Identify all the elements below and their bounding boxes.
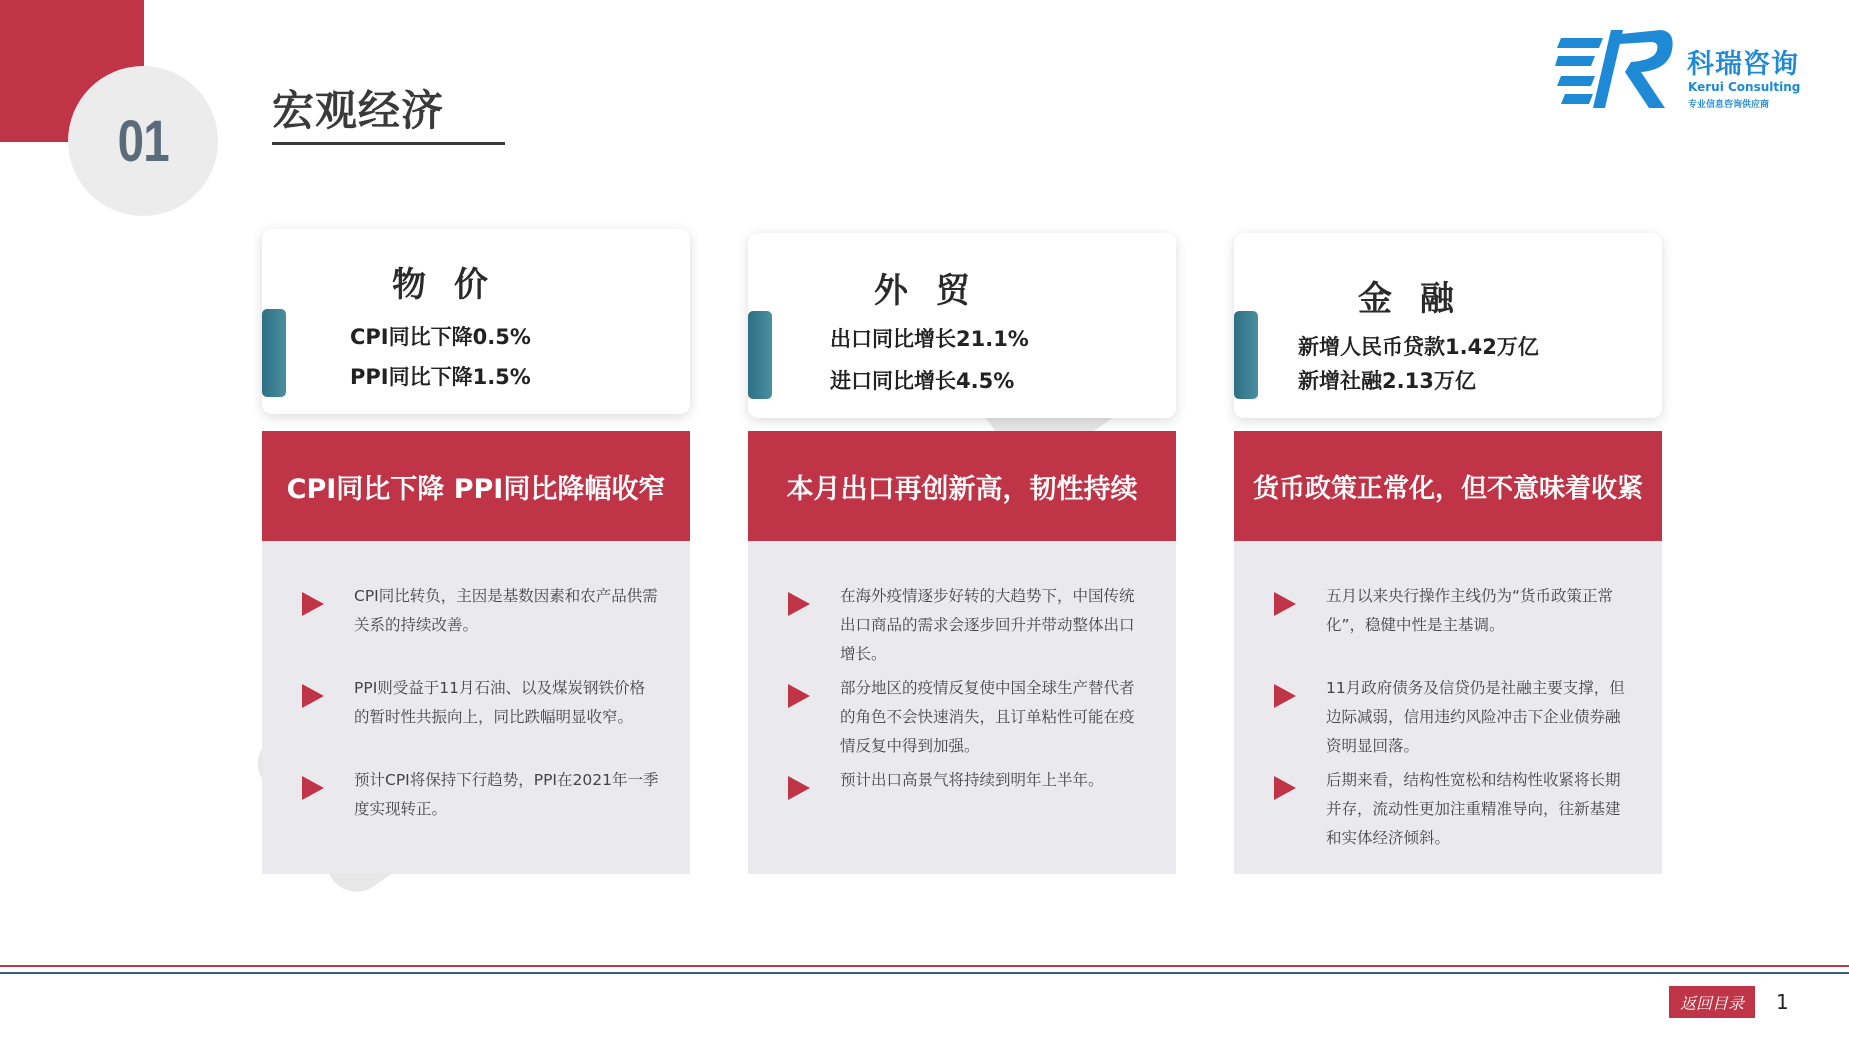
kerui-logo-icon <box>1555 24 1680 114</box>
section-number-badge <box>68 66 218 216</box>
headline-banner-prices: CPI同比下降 PPI同比降幅收窄 <box>262 431 690 541</box>
bullet-arrow-icon <box>1274 592 1296 616</box>
bullet-text: 部分地区的疫情反复使中国全球生产替代者的角色不会快速消失，且订单粘性可能在疫情反复中得到加强。 <box>840 679 1135 755</box>
card-title: 外 贸 <box>874 271 978 311</box>
card-title: 金 融 <box>1358 279 1462 319</box>
bullet-text: 11月政府债务及信贷仍是社融主要支撑，但边际减弱，信用违约风险冲击下企业债券融资明显回落。 <box>1326 679 1625 755</box>
kerui-logo <box>1555 24 1805 114</box>
bullet-arrow-icon <box>788 684 810 708</box>
card-line: 新增社融2.13万亿 <box>1298 369 1476 393</box>
bullet-arrow-icon <box>1274 776 1296 800</box>
footer-rule-red <box>0 965 1849 967</box>
headline-banner-trade: 本月出口再创新高，韧性持续 <box>748 431 1176 541</box>
card-tab <box>262 309 286 397</box>
bullet-text: PPI则受益于11月石油、以及煤炭钢铁价格的暂时性共振向上，同比跌幅明显收窄。 <box>354 679 645 726</box>
logo-name-cn: 科瑞咨询 <box>1687 49 1799 80</box>
card-title: 物 价 <box>392 265 496 305</box>
bullet-text: 在海外疫情逐步好转的大趋势下，中国传统出口商品的需求会逐步回升并带动整体出口增长。 <box>840 587 1135 663</box>
card-line: PPI同比下降1.5% <box>350 365 531 389</box>
summary-card-finance <box>1234 233 1662 418</box>
card-line: 进口同比增长4.5% <box>830 369 1015 393</box>
bullet-arrow-icon <box>302 684 324 708</box>
summary-card-trade <box>748 233 1176 418</box>
summary-card-prices <box>262 229 690 414</box>
page-title: 宏观经济 <box>272 86 445 135</box>
card-line: 出口同比增长21.1% <box>830 327 1029 351</box>
footer-rule-blue <box>0 972 1849 974</box>
bullet-text: 后期来看，结构性宽松和结构性收紧将长期并存，流动性更加注重精准导向，往新基建和实体经济倾斜。 <box>1326 771 1621 847</box>
card-tab <box>748 311 772 399</box>
bullet-arrow-icon <box>1274 684 1296 708</box>
bullet-arrow-icon <box>302 776 324 800</box>
headline-banner-finance: 货币政策正常化，但不意味着收紧 <box>1234 431 1662 541</box>
detail-panel-prices <box>262 541 690 874</box>
bullet-text: 预计出口高景气将持续到明年上半年。 <box>840 771 1104 789</box>
bullet-text: CPI同比转负，主因是基数因素和农产品供需关系的持续改善。 <box>354 587 658 634</box>
bullet-arrow-icon <box>788 776 810 800</box>
card-tab <box>1234 311 1258 399</box>
section-number: 01 <box>117 108 169 174</box>
detail-panel-trade <box>748 541 1176 874</box>
bullet-text: 预计CPI将保持下行趋势，PPI在2021年一季度实现转正。 <box>354 771 659 818</box>
card-line: CPI同比下降0.5% <box>350 325 531 349</box>
card-line: 新增人民币贷款1.42万亿 <box>1298 335 1539 359</box>
page-number: 1 <box>1776 990 1789 1014</box>
logo-name-en: Kerui Consulting <box>1688 80 1801 94</box>
bullet-text: 五月以来央行操作主线仍为“货币政策正常化”，稳健中性是主基调。 <box>1326 587 1614 634</box>
logo-tagline: 专业信息咨询供应商 <box>1688 100 1770 110</box>
bullet-arrow-icon <box>788 592 810 616</box>
bullet-arrow-icon <box>302 592 324 616</box>
title-underline <box>272 142 505 145</box>
detail-panel-finance <box>1234 541 1662 874</box>
return-to-contents-button[interactable]: 返回目录 <box>1669 986 1755 1018</box>
